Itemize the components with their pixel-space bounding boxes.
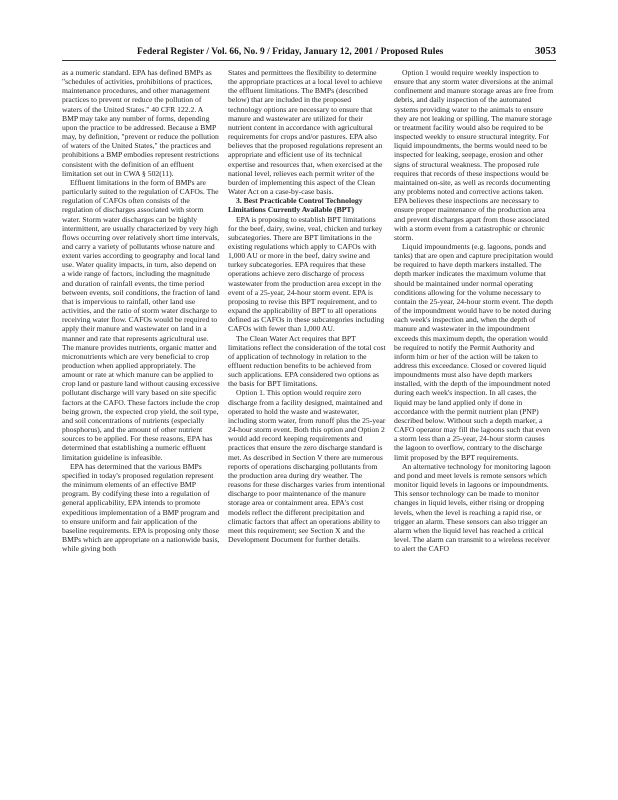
paragraph: States and permittees the flexibility to determine the appropriate practices at a local level to achieve the effluent limitations. The BMPs (described below) that are included in the proposed technology options are necessary to ensure that manure and wastewater are utilized for their nutrient content in accordance with agricultural requirements for crops and/or pastures. EPA also believes that the proposed regulations represent an appropriate and efficient use of its technical expertise and resources that, when exercised at the national level, relieves each permit writer of the burden of implementing this aspect of the Clean Water Act on a case-by-case basis. bbox=[228, 68, 383, 197]
text-column-1 bbox=[62, 68, 220, 784]
paragraph: Option 1. This option would require zero discharge from a facility designed, maintained and operated to hold the waste and wastewater, including storm water, from runoff plus the 25-year 24-hour storm event. Both this option and Option 2 would add record keeping requirements and practices that ensure the zero discharge standard is met. As described in Section V there are numerous reports of operations discharging pollutants from the production area during dry weather. The reasons for these discharges varies from intentional discharge to poor maintenance of the manure storage area or containment area. EPA's cost models reflect the different precipitation and climatic factors that affect an operations ability to meet this requirement; see Section X and the Development Document for further details. bbox=[228, 388, 386, 544]
paragraph: EPA is proposing to establish BPT limitations for the beef, dairy, swine, veal, chicken and turkey subcategories. There are BPT limitations in the existing regulations which apply to CAFOs with 1,000 AU or more in the beef, dairy swine and turkey subcategories. EPA requires that these operations achieve zero discharge of process wastewater from the production area except in the event of a 25-year, 24-hour storm event. EPA is proposing to revise this BPT requirement, and to expand the applicability of BPT to all operations defined as CAFOs in these subcategories including CAFOs with fewer than 1,000 AU. bbox=[228, 214, 385, 334]
paragraph: The Clean Water Act requires that BPT limitations reflect the consideration of the total cost of application of technology in relation to the effluent reduction benefits to be achieved from such applications. EPA considered two options as the basis for BPT limitations. bbox=[228, 333, 386, 389]
paragraph: as a numeric standard. EPA has defined BMPs as "schedules of activities, prohibitions of practices, maintenance procedures, and other management practices to prevent or reduce the pollution of waters of the United States." 40 CFR 122.2. A BMP may take any number of forms, depending upon the practice to be addressed. Because a BMP may, by definition, "prevent or reduce the pollution of waters of the United States," the practices and prohibitions a BMP embodies represent restrictions consistent with the definition of an effluent limitation set out in CWA § 502(11). bbox=[62, 68, 219, 178]
paragraph: Option 1 would require weekly inspection to ensure that any storm water diversions at the animal confinement and manure storage areas are free from debris, and daily inspection of the automated systems providing water to the animals to ensure they are not leaking or spilling. The manure storage or treatment facility would also be required to be inspected weekly to ensure structural integrity. For liquid impoundments, the berms would need to be inspected for leaking, seepage, erosion and other signs of structural weakness. The proposed rule requires that records of these inspections would be maintained on-site, as well as records documenting any problems noted and corrective actions taken. EPA believes these inspections are necessary to ensure proper maintenance of the production area and prevent discharges apart from those associated with a storm event from a catastrophic or chronic storm. bbox=[394, 68, 554, 242]
paragraph: EPA has determined that the various BMPs specified in today's proposed regulation represent the minimum elements of an effective BMP program. By codifying these into a regulation of general applicability, EPA intends to promote expeditious implementation of a BMP program and to ensure uniform and fair application of the baseline requirements. EPA is proposing only those BMPs which are appropriate on a nationwide basis, while giving both bbox=[62, 461, 220, 554]
header-rule bbox=[62, 60, 556, 61]
section-heading: 3. Best Practicable Control Technology Limitations Currently Available (BPT) bbox=[228, 196, 363, 215]
page-number: 3053 bbox=[535, 46, 556, 57]
paragraph: An alternative technology for monitoring lagoon and pond and meet levels is remote sensors which monitor liquid levels in lagoons or impoundments. This sensor technology can be made to monitor changes in liquid levels, either rising or dropping levels, when the level is reaching a rapid rise, or trigger an alarm. These sensors can also trigger an alarm when the liquid level has reached a critical level. The alarm can transmit to a wireless receiver to alert the CAFO bbox=[394, 461, 551, 554]
header-title: Federal Register / Vol. 66, No. 9 / Friday, January 12, 2001 / Proposed Rules bbox=[137, 47, 444, 57]
text-column-3 bbox=[394, 68, 554, 784]
text-column-2 bbox=[228, 68, 386, 784]
page-header bbox=[62, 42, 556, 62]
paragraph: Effluent limitations in the form of BMPs are particularly suited to the regulation of CAFOs. The regulation of CAFOs often consists of the regulation of discharges associated with storm water. Storm water discharges can be highly intermittent, are usually characterized by very high flows occurring over relatively short time intervals, and carry a variety of pollutants whose nature and extent varies according to geography and local land use. Water quality impacts, in turn, also depend on a wide range of factors, including the magnitude and duration of rainfall events, the time period between events, soil conditions, the fraction of land that is impervious to rainfall, other land use activities, and the ratio of storm water discharge to receiving water flow. CAFOs would be required to apply their manure and wastewater on land in a manner and rate that represents agricultural use. The manure provides nutrients, organic matter and micronutrients which are very beneficial to crop production when applied appropriately. The amount or rate at which manure can be applied to crop land or pasture land without causing excessive pollutant discharge will vary based on site specific factors at the CAFO. These factors include the crop being grown, the expected crop yield, the soil type, and soil concentrations of nutrients (especially phosphorus), and the amount of other nutrient sources to be applied. For these reasons, EPA has determined that establishing a numeric effluent limitation guideline is infeasible. bbox=[62, 177, 220, 462]
paragraph: Liquid impoundments (e.g. lagoons, ponds and tanks) that are open and capture precipitation would be required to have depth markers installed. The depth marker indicates the maximum volume that should be maintained under normal operating conditions allowing for the volume necessary to contain the 25-year, 24-hour storm event. The depth of the impoundment would have to be noted during each week's inspection and, when the depth of manure and wastewater in the impoundment exceeds this maximum depth, the operation would be required to notify the Permit Authority and inform him or her of the action will be taken to address this exceedance. Closed or covered liquid impoundments must also have depth markers installed, with the depth of the impoundment noted during each week's inspection. In all cases, the liquid may be land applied only if done in accordance with the permit nutrient plan (PNP) described below. Without such a depth marker, a CAFO operator may fill the lagoons such that even a storm less than a 25-year, 24-hour storm causes the lagoon to overflow, contrary to the discharge limit proposed by the BPT requirements. bbox=[394, 241, 553, 462]
